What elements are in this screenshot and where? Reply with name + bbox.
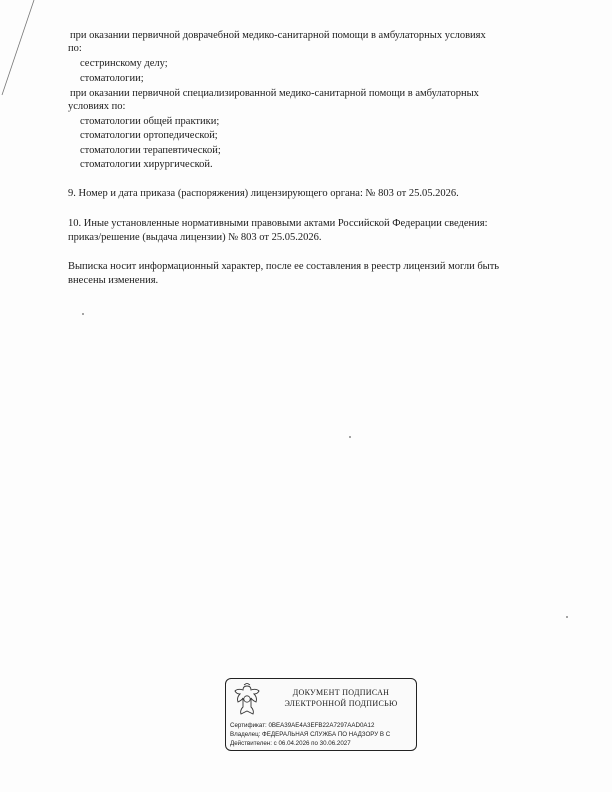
informational-note-continued: внесены изменения. <box>68 275 159 286</box>
stamp-validity: Действителен: с 06.04.2026 по 30.06.2027 <box>230 740 351 747</box>
service-line-conditions: условиях по: <box>68 101 126 112</box>
service-line-surgical-dentistry: стоматологии хирургической. <box>80 159 213 170</box>
service-line-therapeutic-dentistry: стоматологии терапевтической; <box>80 145 221 156</box>
stamp-subtitle: ЭЛЕКТРОННОЙ ПОДПИСЬЮ <box>284 699 398 708</box>
service-line-dentistry: стоматологии; <box>80 73 144 84</box>
scan-speck <box>349 436 351 438</box>
service-line-po: по: <box>68 43 82 54</box>
scan-edge-artifact <box>0 0 40 100</box>
informational-note: Выписка носит информационный характер, после ее составления в реестр лицензий могли быть <box>68 261 500 272</box>
electronic-signature-stamp <box>225 678 417 751</box>
item-10-other-info: 10. Иные установленные нормативными правовыми актами Российской Федерации сведения: <box>68 218 488 229</box>
stamp-certificate: Сертификат: 0BEA39AE4A3EFB22A7297AAD0A12 <box>230 722 375 729</box>
service-line-primary-specialized: при оказании первичной специализированной медико-санитарной помощи в амбулаторных <box>70 88 479 99</box>
stamp-owner: Владелец: ФЕДЕРАЛЬНАЯ СЛУЖБА ПО НАДЗОРУ В С <box>230 731 391 738</box>
service-line-primary-prehospital: при оказании первичной доврачебной медико-санитарной помощи в амбулаторных условиях <box>70 30 486 41</box>
service-line-orthopedic-dentistry: стоматологии ортопедической; <box>80 130 218 141</box>
service-line-general-dentistry: стоматологии общей практики; <box>80 116 220 127</box>
service-line-nursing: сестринскому делу; <box>80 58 168 69</box>
double-headed-eagle-emblem-icon <box>232 683 262 717</box>
item-9-order-number: 9. Номер и дата приказа (распоряжения) лицензирующего органа: № 803 от 25.05.2026. <box>68 188 459 199</box>
stamp-title: ДОКУМЕНТ ПОДПИСАН <box>292 688 390 697</box>
scan-speck <box>82 313 84 315</box>
item-10-order-detail: приказ/решение (выдача лицензии) № 803 от 25.05.2026. <box>68 232 322 243</box>
scan-speck <box>566 616 568 618</box>
